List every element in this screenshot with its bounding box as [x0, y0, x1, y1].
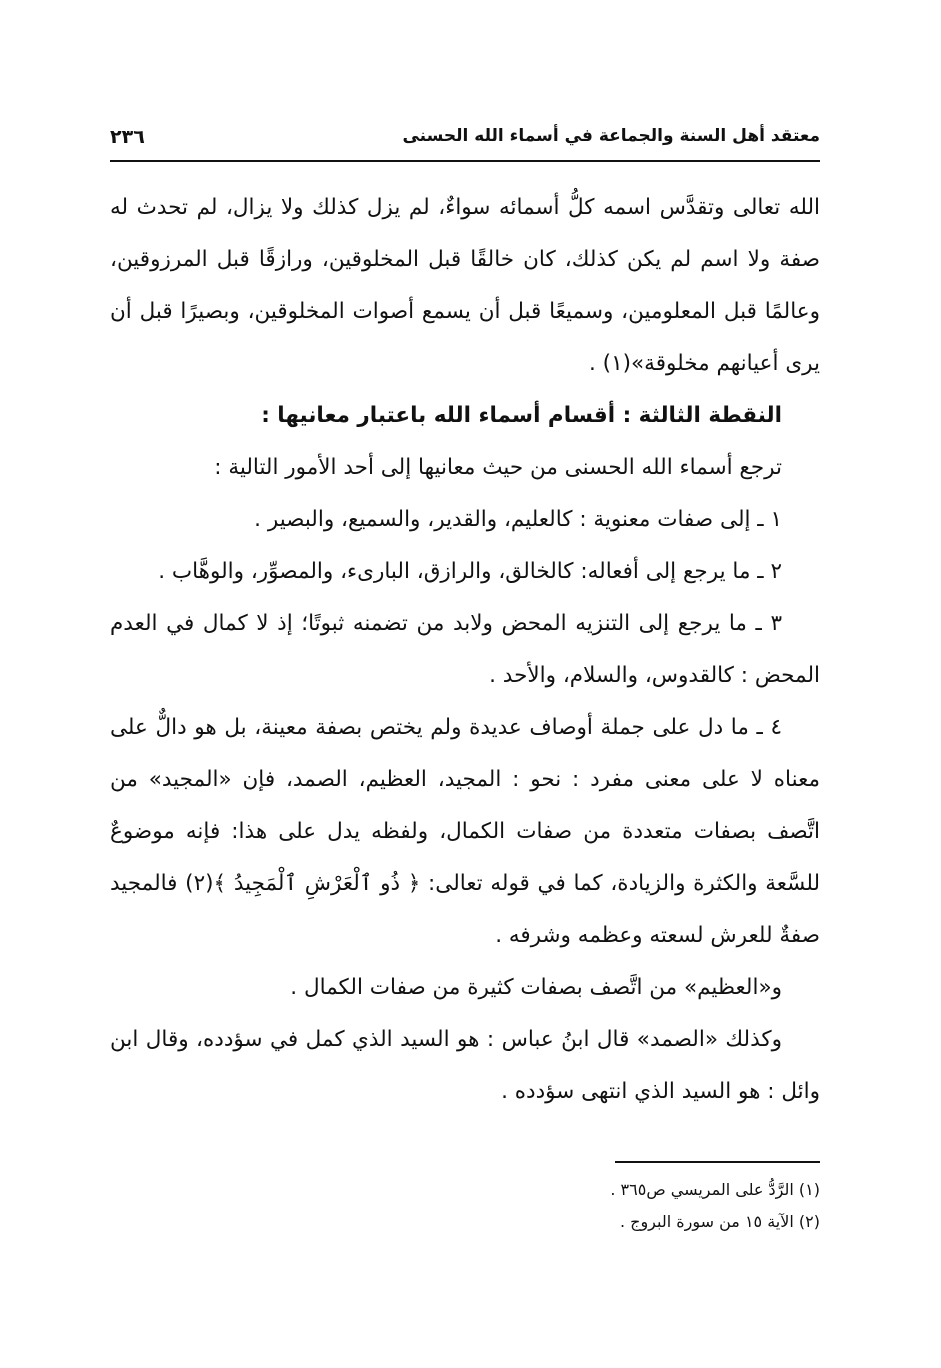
footnote-2: (٢) الآية ١٥ من سورة البروج .: [619, 1212, 820, 1231]
running-title: معتقد أهل السنة والجماعة في أسماء الله الحسنى: [402, 126, 820, 146]
section-heading: النقطة الثالثة : أقسام أسماء الله باعتبار معانيها :: [261, 403, 782, 428]
paragraph-azim: و«العظيم» من اتَّصف بصفات كثيرة من صفات الكمال .: [290, 975, 782, 1000]
paragraph-intro: ترجع أسماء الله الحسنى من حيث معانيها إلى أحد الأمور التالية :: [214, 455, 782, 480]
list-item-2: ٢ ـ ما يرجع إلى أفعاله: كالخالق، والرازق، البارىء، والمصوِّر، والوهَّاب .: [158, 559, 782, 584]
footnotes: [220, 1174, 820, 1238]
footnote-1: (١) الرَّدُّ على المريسي ص٣٦٥ .: [610, 1180, 820, 1199]
page-number: ٢٣٦: [110, 126, 145, 148]
body-text: [110, 182, 820, 1118]
paragraph-continuation: الله تعالى وتقدَّس اسمه كلُّ أسمائه سواءٌ، لم يزل كذلك ولا يزال، لم تحدث له صفة ولا اسم لم يكن كذلك، كان خالقًا قبل المخلوقين، ورازقًا قبل المرزوقين، وعالمًا قبل المعلومين، وسميعًا قبل أن يسمع أصوات المخلوقين، وبصيرًا قبل أن يرى أعيانهم مخلوقة»(١) .: [110, 195, 820, 376]
paragraph-samad: وكذلك «الصمد» قال ابنُ عباس : هو السيد الذي كمل في سؤدده، وقال ابن وائل : هو السيد الذي انتهى سؤدده .: [110, 1027, 820, 1104]
list-item-3: ٣ ـ ما يرجع إلى التنزيه المحض ولابد من تضمنه ثبوتًا؛ إذ لا كمال في العدم المحض : كالقدوس، والسلام، والأحد .: [110, 611, 820, 688]
list-item-4: ٤ ـ ما دل على جملة أوصاف عديدة ولم يختص بصفة معينة، بل هو دالٌّ على معناه لا على معنى مفرد : نحو : المجيد، العظيم، الصمد، فإن «المجيد» من اتَّصف بصفات متعددة من صفات الكمال، ولفظه يدل على هذا: فإنه موضوعٌ للسَّعة والكثرة والزيادة، كما في قوله تعالى: ﴿ ذُو ٱلْعَرْشِ ٱلْمَجِيدُ ﴾(٢) فالمجيد صفةٌ للعرش لسعته وعظمه وشرفه .: [110, 715, 821, 948]
list-item-1: ١ ـ إلى صفات معنوية : كالعليم، والقدير، والسميع، والبصير .: [254, 507, 782, 532]
footnote-divider: [615, 1161, 820, 1163]
page-header: [110, 120, 820, 162]
